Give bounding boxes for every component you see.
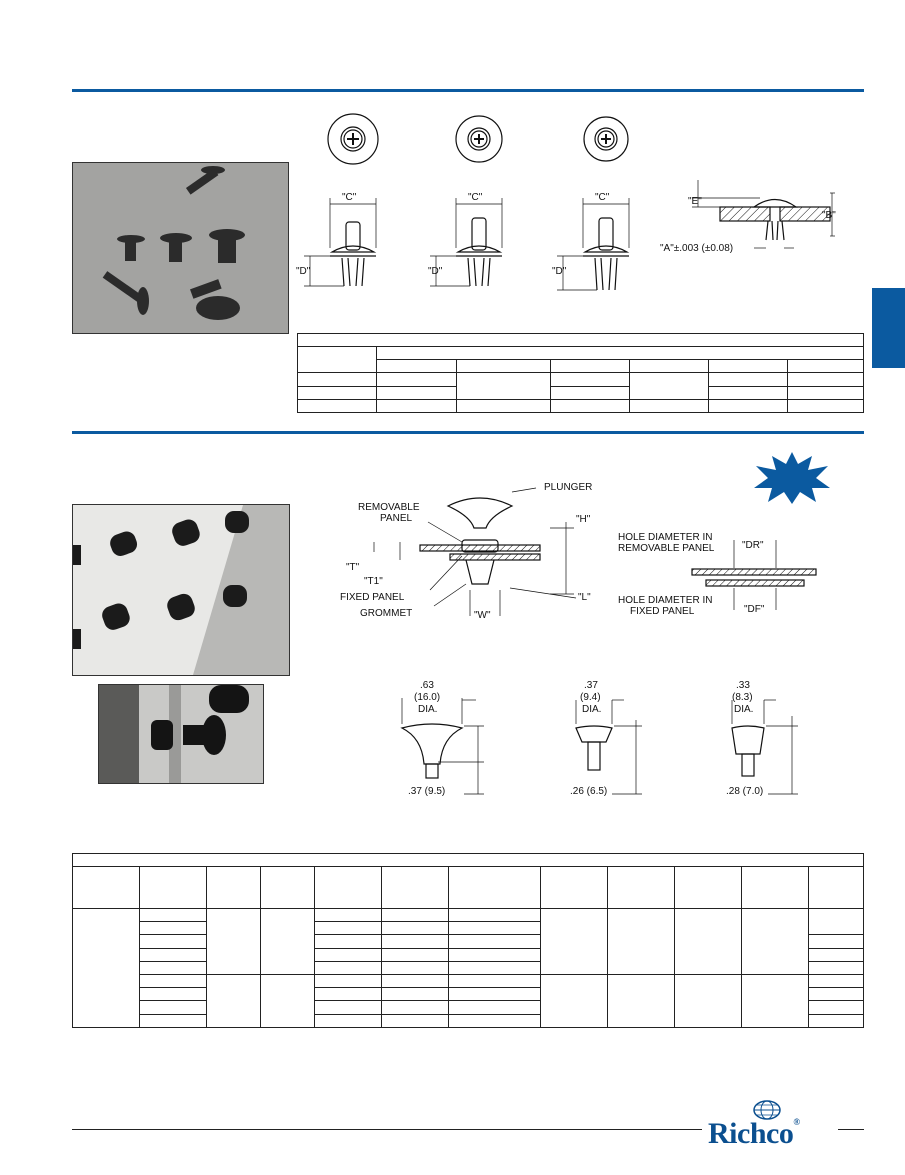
head-2-stem: .26 (6.5) <box>570 786 608 797</box>
head-1-dia-mm: (16.0) <box>414 692 441 703</box>
label-dr: "DR" <box>742 540 764 551</box>
label-a-tolerance: "A"±.003 (±0.08) <box>660 243 734 254</box>
label-l: "L" <box>578 592 591 603</box>
product-photo-plungers <box>72 504 290 676</box>
section-tab-marker <box>872 288 905 368</box>
section-1-spec-table <box>297 333 864 413</box>
head-3-dia-mm: (8.3) <box>732 692 753 703</box>
head-size-diagrams <box>380 676 820 801</box>
section-1-rule <box>72 89 864 92</box>
product-photo-side-view <box>98 684 264 784</box>
footer-rule-left <box>72 1129 702 1130</box>
label-removable-panel-2: PANEL <box>380 513 413 524</box>
label-df: "DF" <box>744 604 765 615</box>
head-3-stem: .28 (7.0) <box>726 786 764 797</box>
rivet-diagrams <box>290 108 870 308</box>
label-c-1: "C" <box>342 192 357 203</box>
head-2-dia-in: .37 <box>584 680 598 691</box>
label-df-title-2: FIXED PANEL <box>630 606 695 617</box>
brand-name: Richco <box>708 1117 794 1150</box>
head-3-dia-label: DIA. <box>734 704 754 715</box>
plunger-assembly-diagram <box>340 470 820 630</box>
label-w: "W" <box>474 610 491 621</box>
label-e: "E" <box>688 196 702 207</box>
label-t1: "T1" <box>364 576 383 587</box>
label-fixed-panel: FIXED PANEL <box>340 592 405 603</box>
label-d-2: "D" <box>428 266 443 277</box>
footer-rule-right <box>838 1129 864 1130</box>
section-2-rule <box>72 431 864 434</box>
head-1-dia-label: DIA. <box>418 704 438 715</box>
label-dr-title-1: HOLE DIAMETER IN <box>618 532 713 543</box>
brand-registered-mark: ® <box>793 1117 800 1127</box>
head-1-stem: .37 (9.5) <box>408 786 446 797</box>
head-2-dia-mm: (9.4) <box>580 692 601 703</box>
head-2-dia-label: DIA. <box>582 704 602 715</box>
label-c-3: "C" <box>595 192 610 203</box>
label-c-2: "C" <box>468 192 483 203</box>
brand-logo <box>708 1117 800 1151</box>
section-2-spec-table <box>72 853 864 1028</box>
label-dr-title-2: REMOVABLE PANEL <box>618 543 715 554</box>
label-plunger: PLUNGER <box>544 482 593 493</box>
label-grommet: GROMMET <box>360 608 413 619</box>
label-b: "B" <box>822 210 836 221</box>
label-removable-panel-1: REMOVABLE <box>358 502 420 513</box>
label-d-3: "D" <box>552 266 567 277</box>
label-h: "H" <box>576 514 591 525</box>
label-d-1: "D" <box>296 266 311 277</box>
label-t: "T" <box>346 562 360 573</box>
head-3-dia-in: .33 <box>736 680 750 691</box>
label-df-title-1: HOLE DIAMETER IN <box>618 595 713 606</box>
head-1-dia-in: .63 <box>420 680 434 691</box>
product-photo-rivets <box>72 162 289 334</box>
